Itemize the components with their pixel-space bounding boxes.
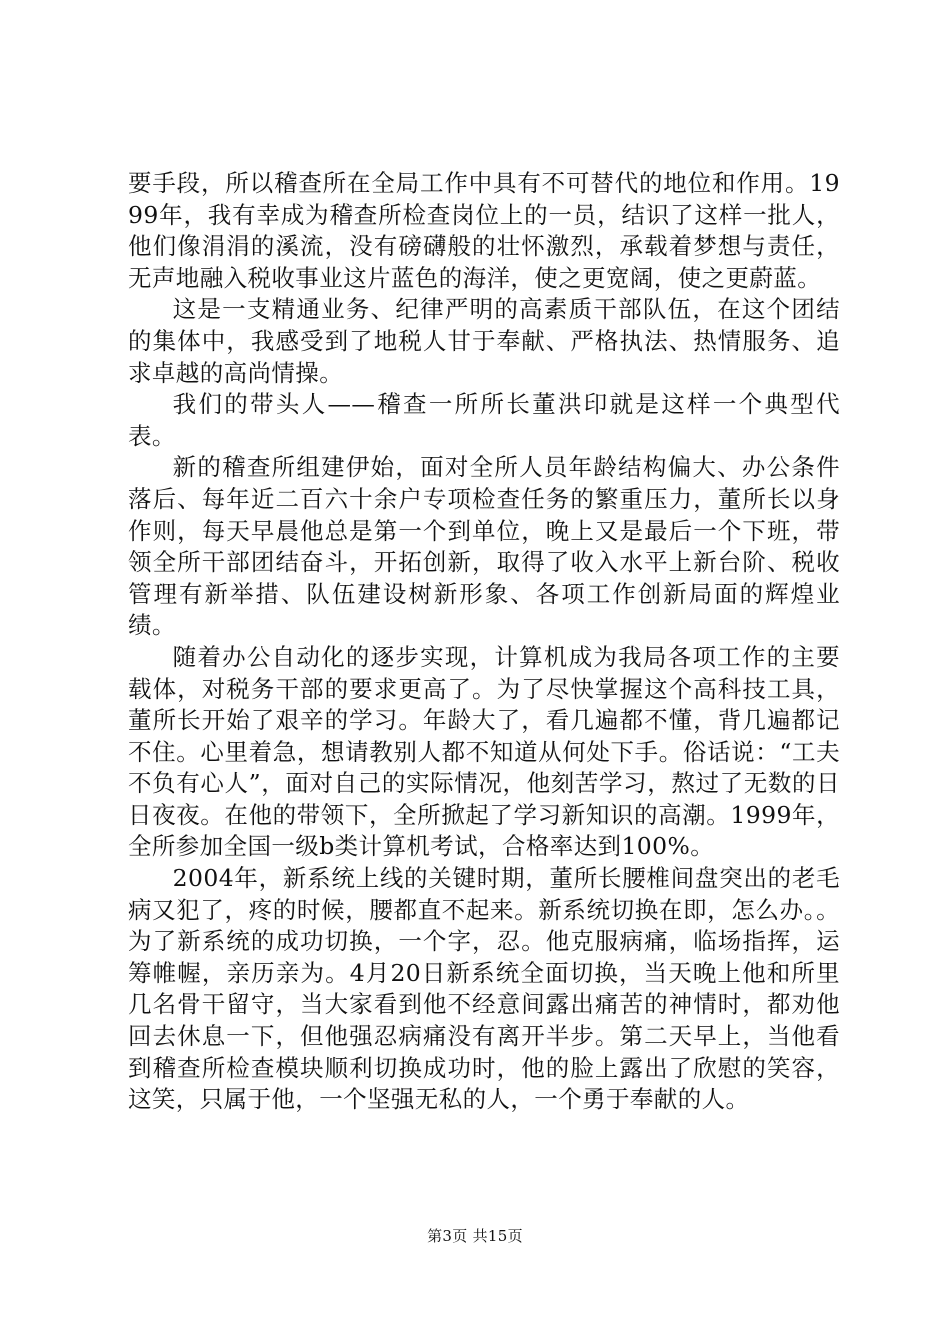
paragraph-team: 这是一支精通业务、纪律严明的高素质干部队伍，在这个团结的集体中，我感受到了地税人甘于奉献、严格执法、热情服务、追求卓越的高尚情操。 [128,295,840,387]
page-number: 第3页 共15页 [427,1227,523,1245]
paragraph-computer-study: 随着办公自动化的逐步实现，计算机成为我局各项工作的主要载体，对税务干部的要求更高了。为了尽快掌握这个高科技工具，董所长开始了艰辛的学习。年龄大了，看几遍都不懂，背几遍都记不住。心里着急，想请教别人都不知道从何处下手。俗话说：“工夫不负有心人”，面对自己的实际情况，他刻苦学习，熬过了无数的日日夜夜。在他的带领下，全所掀起了学习新知识的高潮。1999年，全所参加全国一级b类计算机考试，合格率达到100%。 [128,642,840,861]
body-text [128,168,840,1116]
page-footer [0,1226,950,1246]
paragraph-continuation: 要手段，所以稽查所在全局工作中具有不可替代的地位和作用。1999年，我有幸成为稽查所检查岗位上的一员，结识了这样一批人，他们像涓涓的溪流，没有磅礴般的壮怀激烈，承载着梦想与责任，无声地融入税收事业这片蓝色的海洋，使之更宽阔，使之更蔚蓝。 [128,169,840,292]
paragraph-system-switch: 2004年，新系统上线的关键时期，董所长腰椎间盘突出的老毛病又犯了，疼的时候，腰都直不起来。新系统切换在即，怎么办。。为了新系统的成功切换，一个字，忍。他克服病痛，临场指挥，运筹帷幄，亲历亲为。4月20日新系统全面切换，当天晚上他和所里几名骨干留守，当大家看到他不经意间露出痛苦的神情时，都劝他回去休息一下，但他强忍病痛没有离开半步。第二天早上，当他看到稽查所检查模块顺利切换成功时，他的脸上露出了欣慰的笑容，这笑，只属于他，一个坚强无私的人，一个勇于奉献的人。 [128,864,840,1114]
paragraph-new-office: 新的稽查所组建伊始，面对全所人员年龄结构偏大、办公条件落后、每年近二百六十余户专项检查任务的繁重压力，董所长以身作则，每天早晨他总是第一个到单位，晚上又是最后一个下班，带领全所干部团结奋斗，开拓创新，取得了收入水平上新台阶、税收管理有新举措、队伍建设树新形象、各项工作创新局面的辉煌业绩。 [128,453,840,640]
paragraph-leader: 我们的带头人——稽查一所所长董洪印就是这样一个典型代表。 [128,390,840,450]
